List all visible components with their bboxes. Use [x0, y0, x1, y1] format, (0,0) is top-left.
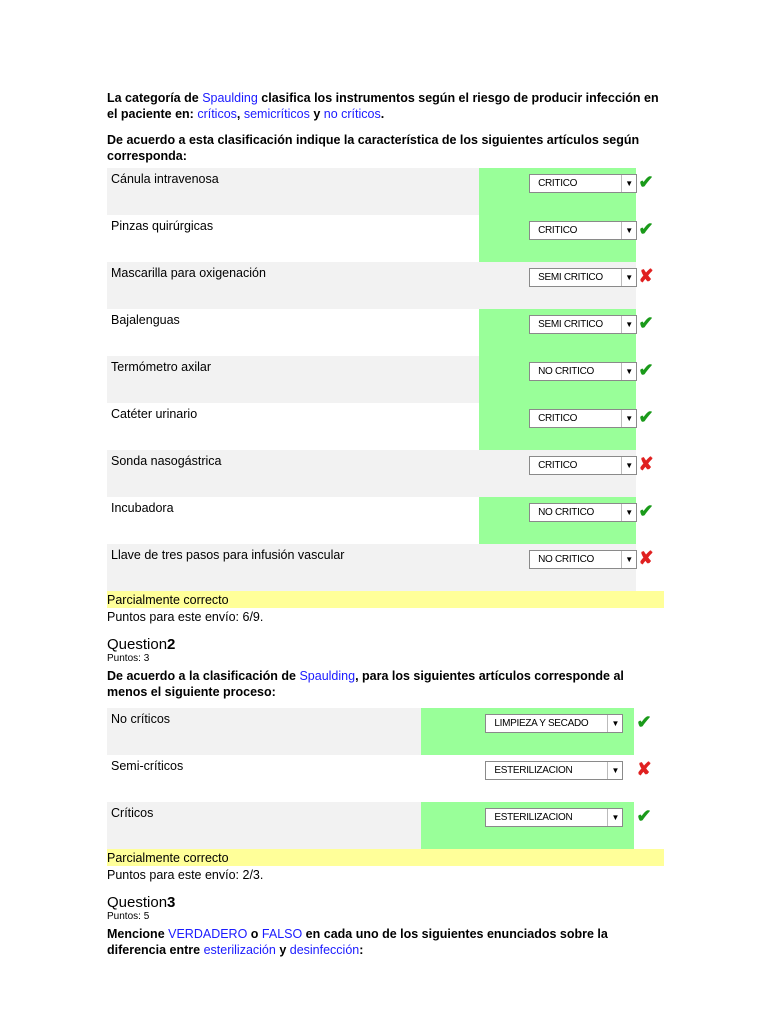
- answer-cell: [421, 755, 634, 802]
- question-label: Question: [107, 894, 168, 911]
- match-row: [107, 168, 664, 215]
- question-number: 3: [167, 894, 176, 911]
- match-row: [107, 309, 664, 356]
- q2-feedback: Parcialmente correcto: [107, 849, 664, 866]
- cross-icon: ✘: [638, 266, 654, 286]
- term-verdadero: VERDADERO: [168, 927, 248, 941]
- answer-select[interactable]: [529, 268, 637, 287]
- selected-value: NO CRITICO: [538, 366, 594, 377]
- item-label: Catéter urinario: [111, 407, 198, 421]
- chevron-down-icon[interactable]: ▼: [621, 410, 636, 427]
- chevron-down-icon[interactable]: ▼: [607, 762, 622, 779]
- mark-cell: [634, 755, 664, 802]
- instr-text: en cada uno de los siguientes enunciados sobre la diferencia entre: [107, 927, 608, 957]
- q2-match-table: [107, 708, 664, 849]
- term-criticos: críticos: [197, 107, 237, 121]
- selected-value: SEMI CRITICO: [538, 319, 603, 330]
- match-row: [107, 755, 664, 802]
- mark-cell: [636, 356, 664, 403]
- instr-text: , para los siguientes artículos corresponde al menos el siguiente proceso:: [107, 669, 624, 699]
- chevron-down-icon[interactable]: ▼: [621, 457, 636, 474]
- selected-value: CRITICO: [538, 413, 578, 424]
- answer-cell: [479, 168, 636, 215]
- mark-cell: [636, 544, 664, 591]
- cross-icon: ✘: [638, 548, 654, 568]
- term-no-criticos: no críticos: [323, 107, 381, 121]
- answer-cell: [479, 403, 636, 450]
- intro-text: clasifica los instrumentos según el riesgo de producir infección en el paciente en:: [107, 91, 659, 121]
- term-esterilizacion: esterilización: [203, 943, 276, 957]
- item-label: Cánula intravenosa: [107, 168, 479, 215]
- selected-value: CRITICO: [538, 460, 578, 471]
- check-icon: ✔: [636, 806, 652, 826]
- q2-instruction: [107, 668, 664, 700]
- mark-cell: [636, 215, 664, 262]
- instr-text: Mencione: [107, 927, 169, 941]
- match-row: [107, 450, 664, 497]
- q1-feedback: Parcialmente correcto: [107, 591, 664, 608]
- answer-select[interactable]: [485, 761, 623, 780]
- spaulding-term: Spaulding: [202, 91, 258, 105]
- match-row: [107, 215, 664, 262]
- q3-points-value: Puntos: 5: [107, 911, 150, 922]
- chevron-down-icon[interactable]: ▼: [621, 222, 636, 239]
- term-desinfeccion: desinfección: [289, 943, 360, 957]
- intro-text: .: [380, 107, 385, 121]
- answer-select[interactable]: [529, 409, 637, 428]
- answer-cell: [479, 497, 636, 544]
- mark-cell: [634, 708, 664, 755]
- check-icon: ✔: [638, 360, 654, 380]
- answer-cell: [421, 708, 634, 755]
- check-icon: ✔: [638, 219, 654, 239]
- answer-select[interactable]: [529, 456, 637, 475]
- item-label: Sonda nasogástrica: [107, 450, 479, 497]
- q3-title: [107, 894, 664, 911]
- selected-value: SEMI CRITICO: [538, 272, 603, 283]
- q2-points: Puntos para este envío: 2/3.: [107, 868, 264, 882]
- answer-select[interactable]: [529, 315, 637, 334]
- selected-value: CRITICO: [538, 225, 578, 236]
- item-label: Llave de tres pasos para infusión vascular: [107, 544, 479, 591]
- mark-cell: [636, 497, 664, 544]
- answer-select[interactable]: [485, 714, 623, 733]
- match-row: [107, 497, 664, 544]
- instr-text: De acuerdo a la clasificación de: [107, 669, 300, 683]
- mark-cell: [634, 802, 664, 849]
- intro-text: y: [309, 107, 324, 121]
- selected-value: CRITICO: [538, 178, 578, 189]
- chevron-down-icon[interactable]: ▼: [607, 809, 622, 826]
- mark-cell: [636, 262, 664, 309]
- chevron-down-icon[interactable]: ▼: [621, 363, 636, 380]
- answer-cell: [479, 309, 636, 356]
- match-row: [107, 708, 664, 755]
- chevron-down-icon[interactable]: ▼: [621, 269, 636, 286]
- q1-match-table: [107, 168, 664, 591]
- q1-instruction: De acuerdo a esta clasificación indique la característica de los siguientes artículos según corresponda:: [107, 133, 640, 163]
- chevron-down-icon[interactable]: ▼: [621, 175, 636, 192]
- item-label: Mascarilla para oxigenación: [107, 262, 479, 309]
- mark-cell: [636, 403, 664, 450]
- match-row: [107, 544, 664, 591]
- question-number: 2: [167, 636, 176, 653]
- q3-instruction: [107, 926, 664, 958]
- match-row: [107, 403, 664, 450]
- item-label: Termómetro axilar: [107, 356, 479, 403]
- check-icon: ✔: [638, 407, 654, 427]
- chevron-down-icon[interactable]: ▼: [621, 551, 636, 568]
- instr-text: y: [275, 943, 290, 957]
- selected-value: NO CRITICO: [538, 554, 594, 565]
- answer-select[interactable]: [529, 174, 637, 193]
- intro-text: ,: [236, 107, 244, 121]
- question-label: Question: [107, 636, 168, 653]
- q1-intro: [107, 90, 664, 122]
- selected-value: ESTERILIZACION: [494, 765, 573, 776]
- answer-cell: [479, 544, 636, 591]
- spaulding-term: Spaulding: [299, 669, 356, 683]
- item-label: Semi-críticos: [111, 759, 184, 773]
- q1-points: Puntos para este envío: 6/9.: [107, 610, 264, 624]
- check-icon: ✔: [638, 501, 654, 521]
- check-icon: ✔: [638, 172, 654, 192]
- chevron-down-icon[interactable]: ▼: [607, 715, 622, 732]
- selected-value: NO CRITICO: [538, 507, 594, 518]
- instr-text: o: [247, 927, 262, 941]
- match-row: [107, 262, 664, 309]
- item-label: Pinzas quirúrgicas: [111, 219, 214, 233]
- chevron-down-icon[interactable]: ▼: [621, 504, 636, 521]
- selected-value: LIMPIEZA Y SECADO: [494, 718, 589, 729]
- check-icon: ✔: [638, 313, 654, 333]
- answer-cell: [479, 356, 636, 403]
- quiz-review: [107, 90, 664, 968]
- mark-cell: [636, 309, 664, 356]
- q2-title: [107, 636, 664, 653]
- term-semicriticos: semicríticos: [243, 107, 310, 121]
- item-label: Incubadora: [111, 501, 174, 515]
- item-label: Bajalenguas: [111, 313, 180, 327]
- item-label: Críticos: [107, 802, 421, 849]
- mark-cell: [636, 168, 664, 215]
- cross-icon: ✘: [636, 759, 652, 779]
- instr-text: :: [359, 943, 364, 957]
- answer-select[interactable]: [529, 221, 637, 240]
- check-icon: ✔: [636, 712, 652, 732]
- answer-cell: [479, 450, 636, 497]
- answer-select[interactable]: [529, 362, 637, 381]
- answer-cell: [421, 802, 634, 849]
- item-label: No críticos: [107, 708, 421, 755]
- cross-icon: ✘: [638, 454, 654, 474]
- intro-text: La categoría de: [107, 91, 203, 105]
- term-falso: FALSO: [261, 927, 303, 941]
- mark-cell: [636, 450, 664, 497]
- match-row: [107, 802, 664, 849]
- chevron-down-icon[interactable]: ▼: [621, 316, 636, 333]
- answer-select[interactable]: [529, 550, 637, 569]
- match-row: [107, 356, 664, 403]
- answer-select[interactable]: [529, 503, 637, 522]
- answer-cell: [479, 262, 636, 309]
- answer-select[interactable]: [485, 808, 623, 827]
- q2-points-value: Puntos: 3: [107, 653, 150, 664]
- answer-cell: [479, 215, 636, 262]
- selected-value: ESTERILIZACION: [494, 812, 573, 823]
